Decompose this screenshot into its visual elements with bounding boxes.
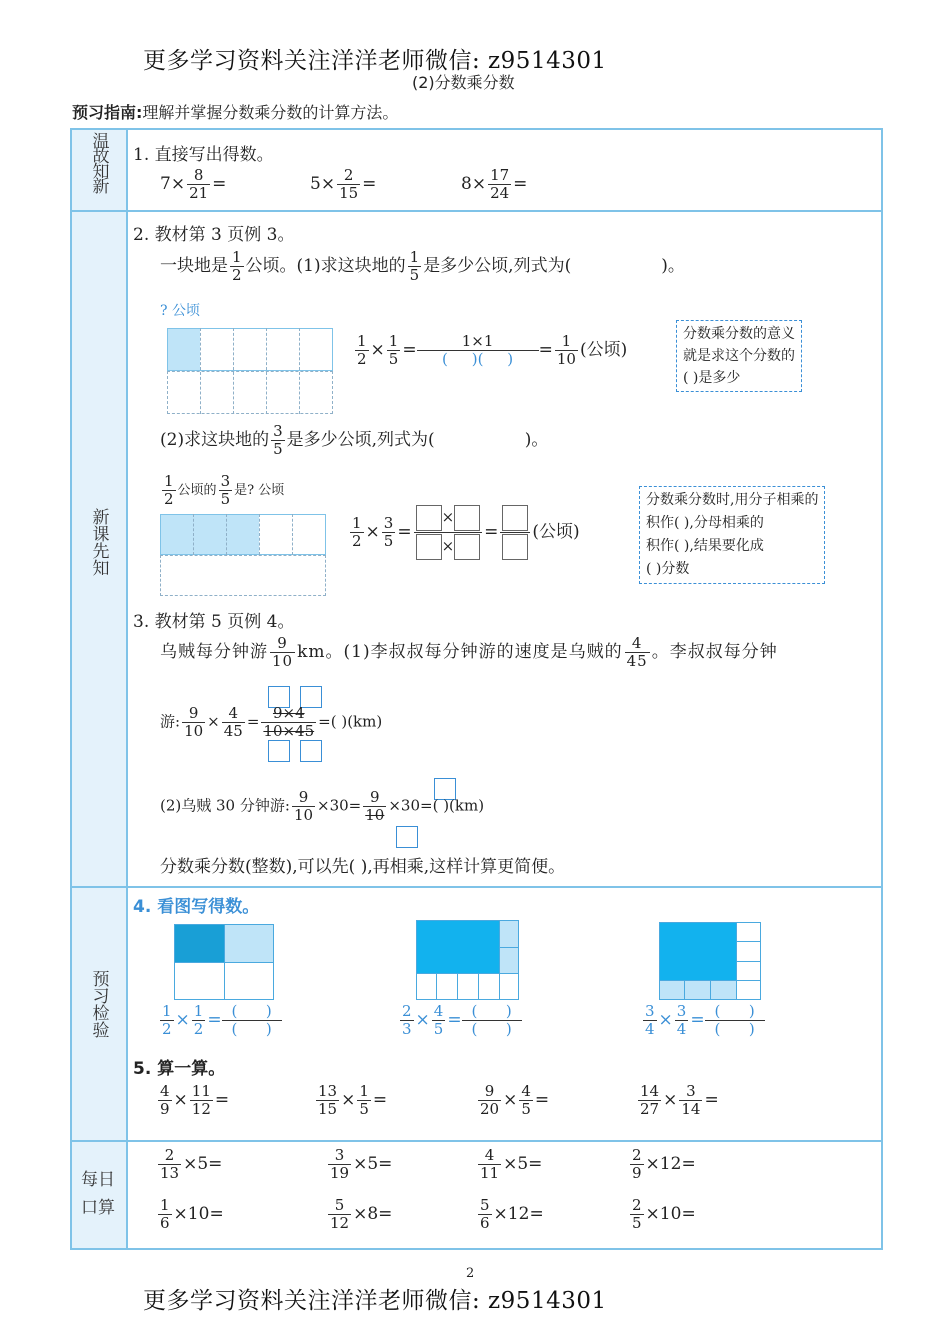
daily-r2-3: $\frac{5}{6}$ ×12= — [480, 1196, 544, 1232]
diagram1 — [167, 328, 333, 414]
daily-r2-1: $\frac{1}{6}$ ×10= — [160, 1196, 224, 1232]
section-new: 新课先知 — [88, 508, 109, 576]
q1-item-2: 5× $\frac{2}{15}$ = — [310, 166, 377, 202]
q3-title: 3. 教材第 5 页例 4。 — [133, 612, 295, 632]
q3-summary: 分数乘分数(整数),可以先( ),再相乘,这样计算更简便。 — [160, 857, 566, 877]
section-review: 温故知新 — [88, 132, 109, 192]
q5-title: 5. 算一算。 — [133, 1059, 226, 1079]
q4-eq-3: $\frac{3}{4}$ × $\frac{3}{4}$ = $\frac{( )}{( )}$ — [641, 1004, 765, 1037]
q1-item-3: 8× $\frac{17}{24}$ = — [461, 166, 528, 202]
q1-title: 1. 直接写出得数。 — [133, 145, 274, 165]
section-check: 预习检验 — [88, 970, 109, 1038]
q3-eq2: (2)乌贼 30 分钟游: $\frac{9}{10}$ ×30= $\frac{9}{10}$ ×30=( )(km) — [160, 788, 485, 824]
q2-eq1: $\frac{1}{2}$ × $\frac{1}{5}$ = $\frac{1\times 1}{( )( )}$ = $\frac{1}{10}$ (公顷) — [357, 332, 628, 368]
q4-figure-3 — [659, 922, 761, 1000]
diagram2 — [160, 514, 326, 596]
q2-intro: 一块地是 $\frac{1}{2}$ 公顷。(1)求这块地的 $\frac{1}{5}$ 是多少公顷,列式为( )。 — [160, 248, 685, 284]
q5-item-2: $\frac{13}{15}$ × $\frac{1}{5}$ = — [318, 1082, 388, 1118]
daily-r1-1: $\frac{2}{13}$ ×5= — [160, 1146, 223, 1182]
q4-title: 4. 看图写得数。 — [133, 897, 260, 917]
q5-item-1: $\frac{4}{9}$ × $\frac{11}{12}$ = — [160, 1082, 230, 1118]
note-rule: 分数乘分数时,用分子相乘的 积作( ),分母相乘的 积作( ),结果要化成 ( )分数 — [639, 486, 825, 584]
q5-item-3: $\frac{9}{20}$ × $\frac{4}{5}$ = — [480, 1082, 550, 1118]
q3-eq1: 游: $\frac{9}{10}$ × $\frac{4}{45}$ = $\frac{9\times 4}{10\times 45}$ =( )(km) — [160, 704, 383, 740]
q4-eq-2: $\frac{2}{3}$ × $\frac{4}{5}$ = $\frac{( )}{( )}$ — [398, 1004, 522, 1037]
daily-r1-3: $\frac{4}{11}$ ×5= — [480, 1146, 543, 1182]
q2-part2: (2)求这块地的 $\frac{3}{5}$ 是多少公顷,列式为( )。 — [160, 422, 549, 458]
watermark-bottom: 更多学习资料关注洋洋老师微信: z9514301 — [143, 1288, 607, 1314]
daily-r1-2: $\frac{3}{19}$ ×5= — [330, 1146, 393, 1182]
q4-eq-1: $\frac{1}{2}$ × $\frac{1}{2}$ = $\frac{( )}{( )}$ — [158, 1004, 282, 1037]
diagram2-label: $\frac{1}{2}$ 公顷的 $\frac{3}{5}$ 是? 公顷 — [164, 472, 285, 508]
q3-box-10 — [396, 826, 418, 848]
guide — [72, 100, 398, 123]
lesson-title: (2)分数乘分数 — [412, 73, 515, 92]
q1-item-1: 7× $\frac{8}{21}$ = — [160, 166, 227, 202]
section-daily: 每日口算 — [81, 1170, 115, 1218]
page-number: 2 — [466, 1266, 475, 1281]
daily-r1-4: $\frac{2}{9}$ ×12= — [632, 1146, 696, 1182]
q5-item-4: $\frac{14}{27}$ × $\frac{3}{14}$ = — [640, 1082, 719, 1118]
q4-figure-2 — [416, 920, 519, 1000]
guide-label: 预习指南: — [72, 103, 143, 122]
q2-title: 2. 教材第 3 页例 3。 — [133, 225, 295, 245]
q3-line: 乌贼每分钟游 $\frac{9}{10}$ km。(1)李叔叔每分钟游的速度是乌贼的 $\frac{4}{45}$ 。李叔叔每分钟 — [160, 634, 778, 670]
note-meaning: 分数乘分数的意义 就是求这个分数的 ( )是多少 — [676, 320, 802, 392]
sidebar — [72, 130, 128, 1248]
q4-figure-1 — [174, 924, 274, 1000]
daily-r2-4: $\frac{2}{5}$ ×10= — [632, 1196, 696, 1232]
guide-text: 理解并掌握分数乘分数的计算方法。 — [142, 103, 399, 122]
q3-boxes-bottom — [268, 740, 322, 762]
q2-eq2: $\frac{1}{2}$ × $\frac{3}{5}$ = $\frac{\times}{\times}$ = (公顷) — [348, 505, 580, 560]
diagram1-label: ? 公顷 — [160, 303, 200, 319]
watermark-top: 更多学习资料关注洋洋老师微信: z9514301 — [143, 48, 607, 74]
daily-r2-2: $\frac{5}{12}$ ×8= — [330, 1196, 393, 1232]
